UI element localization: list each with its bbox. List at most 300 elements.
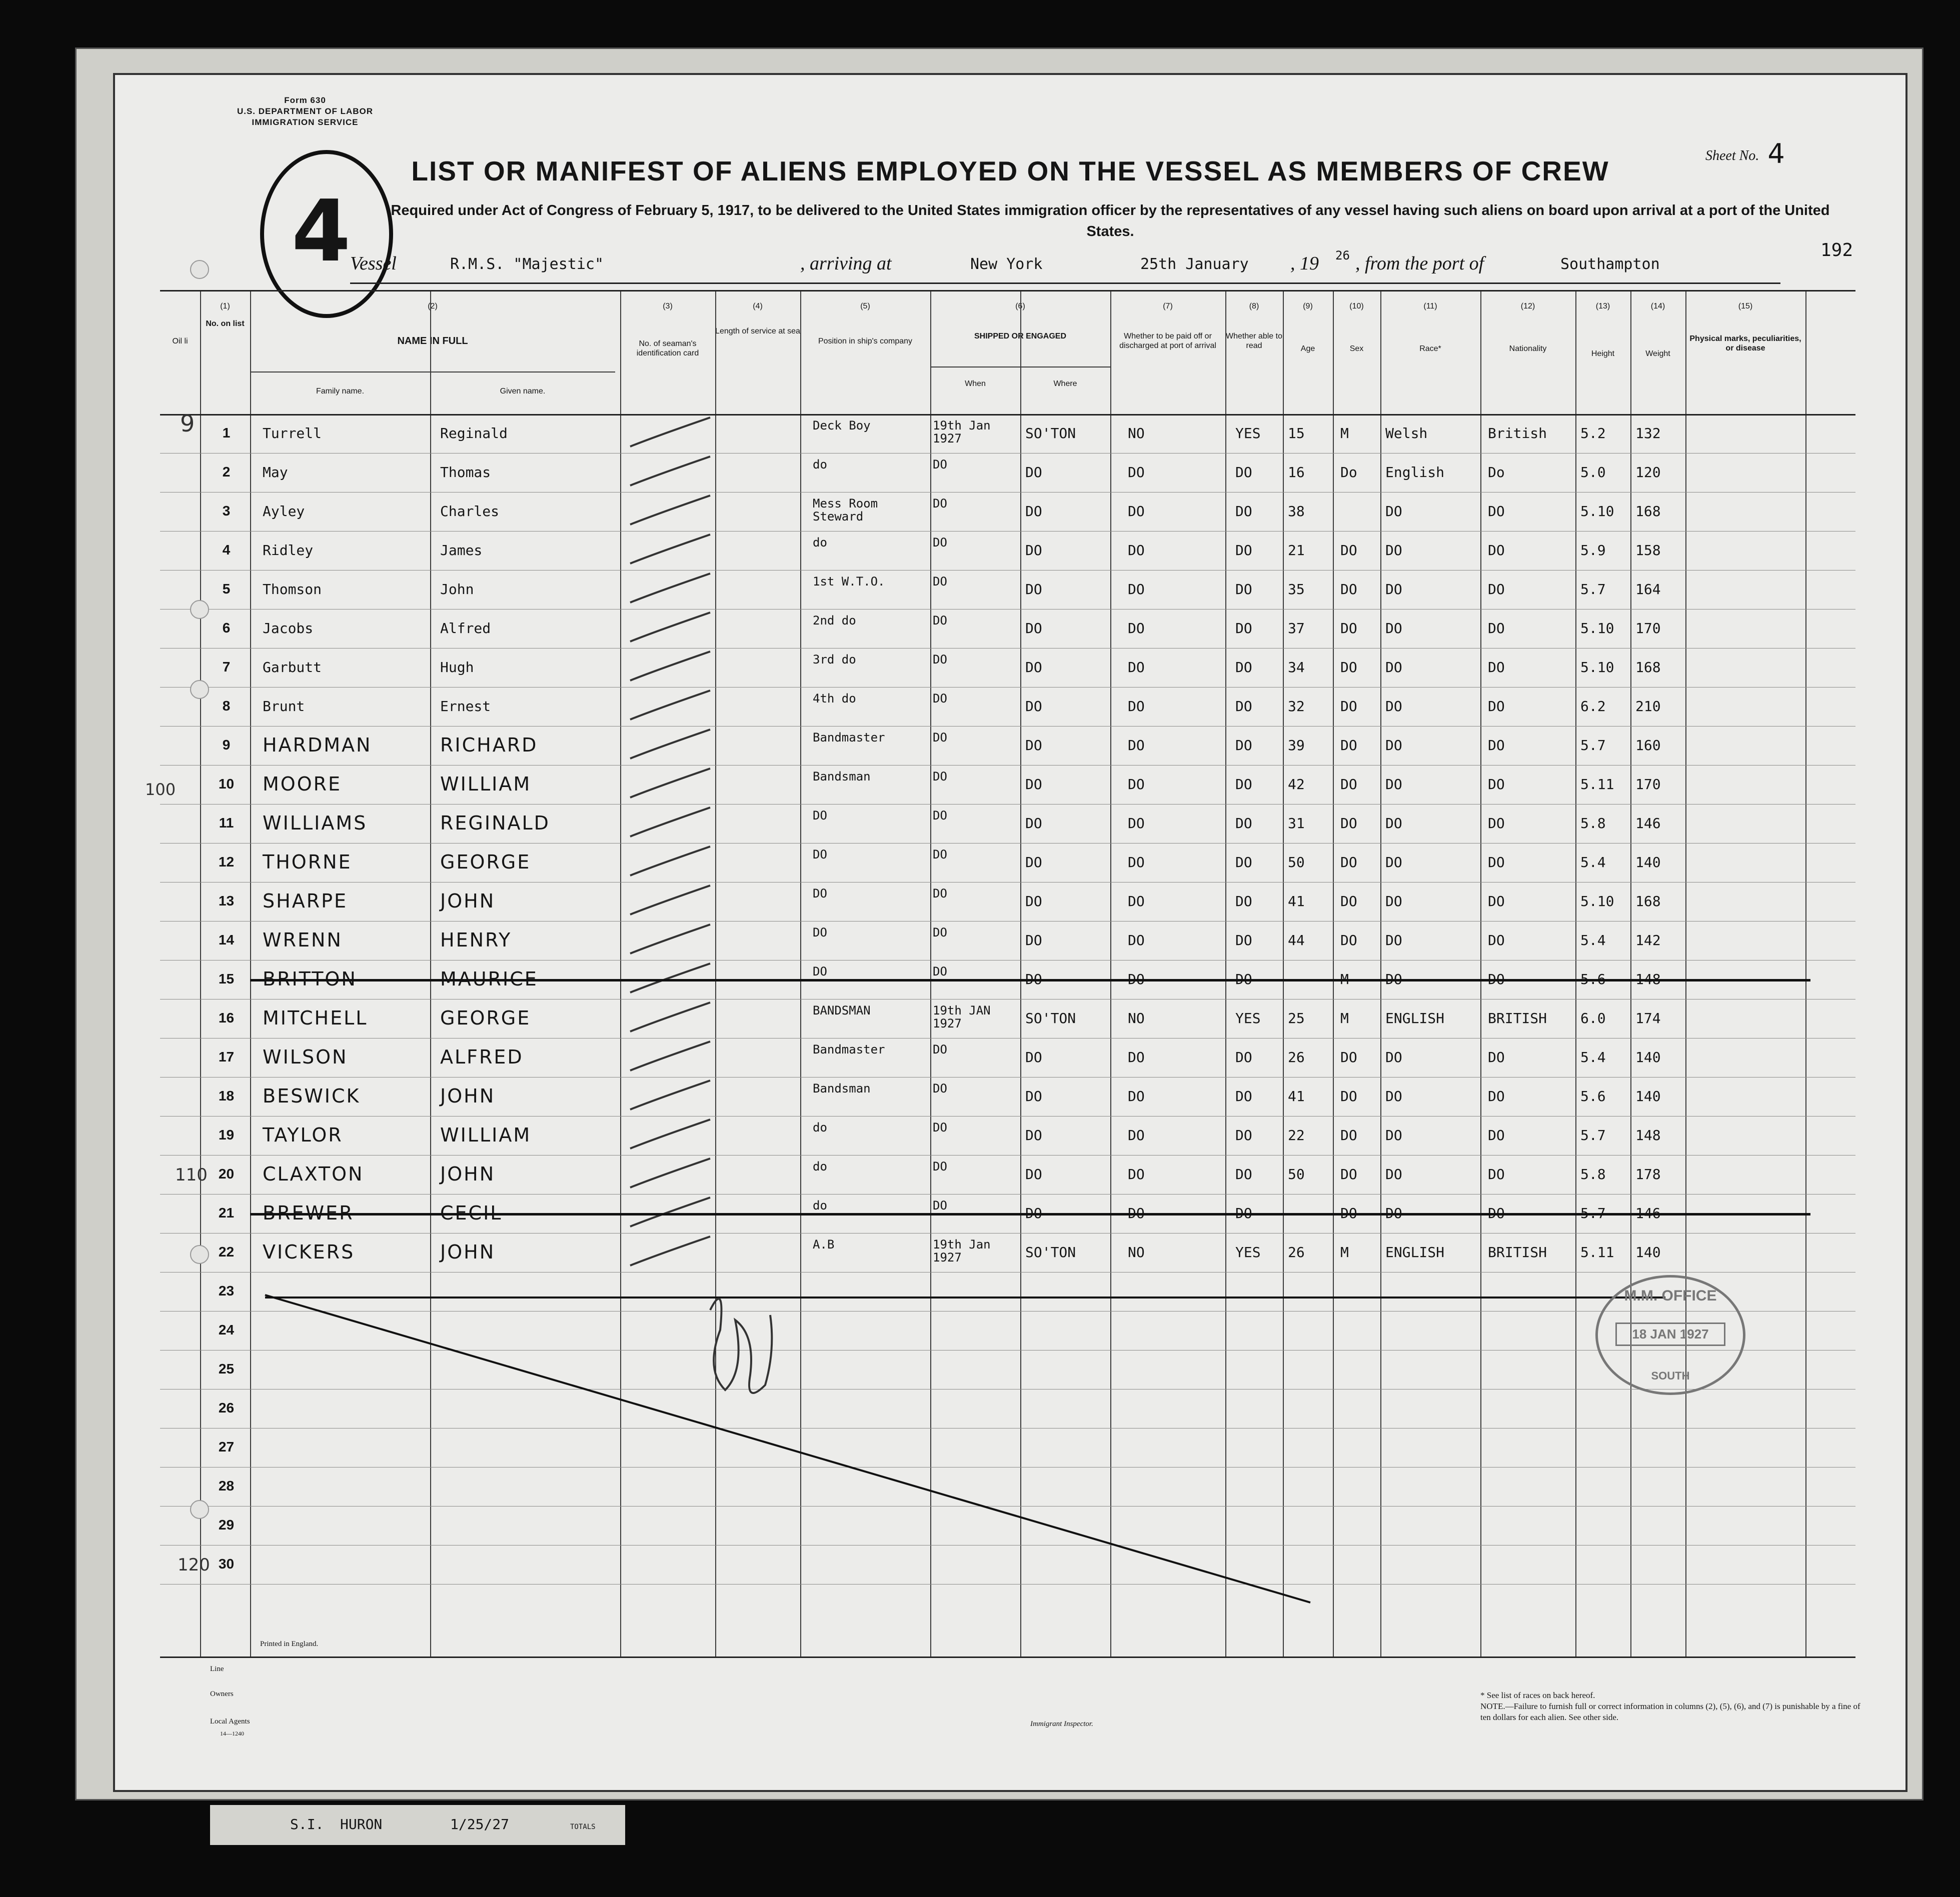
cell-given: WILLIAM bbox=[440, 1124, 532, 1146]
cell-paid: DO bbox=[1128, 971, 1145, 988]
cell-nat: DO bbox=[1488, 1049, 1505, 1066]
column-rule bbox=[1685, 292, 1686, 1656]
col-left-header: Oil li bbox=[172, 337, 188, 346]
cell-read: YES bbox=[1235, 1244, 1261, 1260]
cell-given: JOHN bbox=[440, 1085, 496, 1107]
cell-read: DO bbox=[1235, 776, 1252, 792]
row-rule bbox=[160, 843, 1855, 844]
row-rule bbox=[160, 531, 1855, 532]
id-card-tick-mark bbox=[625, 768, 715, 802]
cell-family: BESWICK bbox=[263, 1085, 361, 1107]
column-rule bbox=[250, 292, 251, 1656]
id-card-tick-mark bbox=[625, 572, 715, 608]
col-7-number: (7) bbox=[1163, 302, 1173, 310]
sheet-number-value: 4 bbox=[1767, 138, 1785, 170]
row-number: 24 bbox=[218, 1322, 235, 1338]
row-number: 14 bbox=[218, 932, 235, 948]
cell-when: DO bbox=[933, 770, 947, 784]
cell-race: DO bbox=[1385, 503, 1402, 520]
cell-family: Jacobs bbox=[263, 620, 314, 636]
row-number: 8 bbox=[222, 698, 231, 714]
cell-read: DO bbox=[1235, 581, 1252, 598]
cell-when: DO bbox=[933, 1198, 947, 1212]
cell-nat: DO bbox=[1488, 1127, 1505, 1144]
cell-family: Brunt bbox=[263, 698, 305, 714]
row-number: 1 bbox=[222, 425, 231, 440]
cell-nat: DO bbox=[1488, 1088, 1505, 1104]
cell-read: DO bbox=[1235, 1205, 1252, 1222]
cell-when: DO bbox=[933, 1120, 947, 1134]
cell-nat: DO bbox=[1488, 815, 1505, 832]
id-card-tick-mark bbox=[625, 846, 715, 880]
id-card-tick-mark bbox=[625, 1080, 715, 1114]
cell-height: 6.2 bbox=[1580, 698, 1606, 714]
cell-paid: DO bbox=[1128, 776, 1145, 792]
row-rule bbox=[160, 765, 1855, 766]
cell-weight: 140 bbox=[1635, 854, 1661, 870]
cell-read: DO bbox=[1235, 932, 1252, 948]
cell-nat: BRITISH bbox=[1488, 1244, 1547, 1260]
column-rule bbox=[1575, 292, 1576, 1656]
col-10-number: (10) bbox=[1349, 302, 1364, 310]
cell-position: Bandsman bbox=[813, 1082, 871, 1096]
header-rule bbox=[160, 414, 1855, 416]
cell-read: DO bbox=[1235, 893, 1252, 910]
cell-position: DO bbox=[813, 848, 827, 862]
col-14-number: (14) bbox=[1650, 302, 1665, 310]
id-card-tick-mark bbox=[625, 728, 715, 764]
cell-where: DO bbox=[1025, 893, 1042, 910]
cell-race: DO bbox=[1385, 1205, 1402, 1222]
bottom-index-strip bbox=[210, 1805, 625, 1845]
row-rule bbox=[160, 1545, 1855, 1546]
cell-race: DO bbox=[1385, 620, 1402, 636]
cell-race: ENGLISH bbox=[1385, 1010, 1445, 1026]
cell-where: DO bbox=[1025, 620, 1042, 636]
row-number: 3 bbox=[222, 503, 231, 518]
col-3-number: (3) bbox=[663, 302, 673, 310]
length-service-header: Length of service at sea bbox=[715, 327, 800, 336]
cell-family: CLAXTON bbox=[263, 1163, 364, 1185]
cell-where: DO bbox=[1025, 932, 1042, 948]
arriving-label: , arriving at bbox=[800, 253, 892, 274]
cell-position: Bandmaster bbox=[813, 1042, 885, 1056]
sheet-number-label: Sheet No. bbox=[1705, 148, 1759, 164]
cell-given: MAURICE bbox=[440, 968, 538, 990]
cell-given: JOHN bbox=[440, 1163, 496, 1185]
from-port-label: , from the port of bbox=[1355, 253, 1484, 274]
cell-sex: M bbox=[1340, 1010, 1349, 1026]
row-number: 27 bbox=[218, 1439, 235, 1454]
column-rule bbox=[1333, 292, 1334, 1656]
arrival-port: New York bbox=[970, 256, 1043, 273]
id-card-tick-mark bbox=[625, 416, 715, 452]
cell-when: 19th JAN 1927 bbox=[933, 1004, 991, 1030]
cell-paid: DO bbox=[1128, 698, 1145, 714]
row-number: 28 bbox=[218, 1478, 235, 1494]
cell-height: 5.6 bbox=[1580, 971, 1606, 988]
cell-paid: DO bbox=[1128, 932, 1145, 948]
cell-when: DO bbox=[933, 574, 947, 588]
cell-paid: DO bbox=[1128, 542, 1145, 558]
cell-height: 6.0 bbox=[1580, 1010, 1606, 1026]
cell-read: DO bbox=[1235, 1049, 1252, 1066]
row-number: 23 bbox=[218, 1283, 235, 1298]
col-9-number: (9) bbox=[1303, 302, 1313, 310]
cell-height: 5.7 bbox=[1580, 1205, 1606, 1222]
cell-position: do bbox=[813, 458, 827, 472]
cell-read: YES bbox=[1235, 1010, 1261, 1026]
cell-when: DO bbox=[933, 536, 947, 550]
cell-given: ALFRED bbox=[440, 1046, 524, 1068]
cell-when: DO bbox=[933, 886, 947, 900]
col-15-number: (15) bbox=[1738, 302, 1753, 310]
column-rule bbox=[930, 292, 931, 1656]
cell-when: DO bbox=[933, 458, 947, 472]
cell-nat: DO bbox=[1488, 893, 1505, 910]
cell-paid: DO bbox=[1128, 854, 1145, 870]
col-6-number: (6) bbox=[1015, 302, 1025, 310]
given-name-header: Given name. bbox=[500, 387, 546, 396]
sex-header: Sex bbox=[1349, 344, 1364, 353]
weight-header: Weight bbox=[1645, 350, 1670, 358]
cell-race: DO bbox=[1385, 698, 1402, 714]
inspector-label: Immigrant Inspector. bbox=[1030, 1720, 1093, 1728]
cell-weight: 164 bbox=[1635, 581, 1661, 598]
cell-position: A.B bbox=[813, 1238, 835, 1252]
cell-sex: DO bbox=[1340, 1127, 1357, 1144]
col-5-number: (5) bbox=[860, 302, 870, 310]
row-number: 29 bbox=[218, 1517, 235, 1532]
cell-where: DO bbox=[1025, 776, 1042, 792]
form-service: IMMIGRATION SERVICE bbox=[252, 118, 359, 127]
cell-sex: DO bbox=[1340, 620, 1357, 636]
cell-sex: M bbox=[1340, 971, 1349, 988]
crew-table bbox=[160, 290, 1855, 1658]
strip-date: 1/25/27 bbox=[450, 1816, 510, 1832]
name-in-full-header: NAME IN FULL bbox=[397, 336, 468, 346]
margin-note: 9 bbox=[180, 410, 195, 437]
cell-paid: DO bbox=[1128, 815, 1145, 832]
cell-sex: DO bbox=[1340, 1166, 1357, 1182]
strike-through-line bbox=[250, 1213, 1810, 1216]
cell-read: DO bbox=[1235, 1127, 1252, 1144]
stamp-date: 18 JAN 1927 bbox=[1615, 1322, 1725, 1346]
column-rule bbox=[1805, 292, 1806, 1656]
cell-given: Alfred bbox=[440, 620, 491, 636]
paid-off-header: Whether to be paid off or discharged at port of arrival bbox=[1119, 332, 1216, 350]
cell-family: HARDMAN bbox=[263, 734, 372, 756]
cell-paid: DO bbox=[1128, 659, 1145, 676]
cell-when: DO bbox=[933, 496, 947, 510]
cell-age: 38 bbox=[1288, 503, 1305, 520]
cell-weight: 142 bbox=[1635, 932, 1661, 948]
cell-sex: DO bbox=[1340, 542, 1357, 558]
row-rule bbox=[160, 687, 1855, 688]
id-card-tick-mark bbox=[625, 924, 715, 958]
cell-family: May bbox=[263, 464, 288, 480]
cell-height: 5.10 bbox=[1580, 620, 1614, 636]
cell-family: MOORE bbox=[263, 773, 342, 795]
cell-paid: DO bbox=[1128, 620, 1145, 636]
cell-height: 5.11 bbox=[1580, 1244, 1614, 1260]
cell-when: DO bbox=[933, 1082, 947, 1096]
row-number: 17 bbox=[218, 1049, 235, 1064]
cell-height: 5.4 bbox=[1580, 854, 1606, 870]
cell-when: 19th Jan 1927 bbox=[933, 1238, 991, 1264]
cell-age: 15 bbox=[1288, 425, 1305, 442]
cell-weight: 146 bbox=[1635, 1205, 1661, 1222]
arrival-date: 25th January bbox=[1140, 256, 1249, 273]
agents-code: 14—1240 bbox=[220, 1730, 244, 1737]
cell-where: SO'TON bbox=[1025, 425, 1076, 442]
cell-paid: NO bbox=[1128, 1244, 1145, 1260]
cell-height: 5.10 bbox=[1580, 893, 1614, 910]
cell-age: 32 bbox=[1288, 698, 1305, 714]
nationality-header: Nationality bbox=[1509, 344, 1547, 353]
cell-paid: DO bbox=[1128, 464, 1145, 480]
row-number: 21 bbox=[218, 1205, 235, 1220]
cell-height: 5.9 bbox=[1580, 542, 1606, 558]
id-card-header: No. of seaman's identification card bbox=[636, 340, 699, 358]
cell-age: 26 bbox=[1288, 1244, 1305, 1260]
cell-race: DO bbox=[1385, 1127, 1402, 1144]
row-number: 15 bbox=[218, 971, 235, 986]
stamp-top-text: M.M. OFFICE bbox=[1624, 1288, 1717, 1304]
cell-nat: British bbox=[1488, 425, 1547, 442]
cell-height: 5.2 bbox=[1580, 425, 1606, 442]
row-number: 25 bbox=[218, 1361, 235, 1376]
cell-read: DO bbox=[1235, 854, 1252, 870]
column-rule bbox=[1225, 292, 1226, 1656]
column-rule bbox=[1283, 292, 1284, 1656]
cell-paid: DO bbox=[1128, 581, 1145, 598]
cell-sex: DO bbox=[1340, 893, 1357, 910]
cell-paid: DO bbox=[1128, 1205, 1145, 1222]
cell-nat: DO bbox=[1488, 1205, 1505, 1222]
cell-given: John bbox=[440, 581, 474, 598]
circled-mark-text: 4 bbox=[292, 182, 351, 281]
cell-weight: 168 bbox=[1635, 893, 1661, 910]
cell-read: DO bbox=[1235, 620, 1252, 636]
row-number: 13 bbox=[218, 893, 235, 908]
height-header: Height bbox=[1591, 350, 1615, 358]
cell-given: Charles bbox=[440, 503, 500, 520]
page-title: LIST OR MANIFEST OF ALIENS EMPLOYED ON THE VESSEL AS MEMBERS OF CREW bbox=[411, 156, 1609, 186]
cell-height: 5.4 bbox=[1580, 932, 1606, 948]
cell-family: THORNE bbox=[263, 851, 352, 873]
cell-where: DO bbox=[1025, 854, 1042, 870]
cell-race: DO bbox=[1385, 1049, 1402, 1066]
cell-position: Bandsman bbox=[813, 770, 871, 784]
when-header: When bbox=[965, 380, 986, 388]
column-rule bbox=[200, 292, 201, 1656]
cell-height: 5.10 bbox=[1580, 503, 1614, 520]
cell-given: JOHN bbox=[440, 890, 496, 912]
cell-age: 50 bbox=[1288, 1166, 1305, 1182]
cell-where: SO'TON bbox=[1025, 1244, 1076, 1260]
vessel-label: Vessel bbox=[350, 253, 397, 274]
family-name-header: Family name. bbox=[316, 387, 365, 396]
cell-height: 5.8 bbox=[1580, 1166, 1606, 1182]
cell-position: 2nd do bbox=[813, 614, 856, 628]
row-rule bbox=[160, 999, 1855, 1000]
cell-position: DO bbox=[813, 808, 827, 822]
cell-where: DO bbox=[1025, 1088, 1042, 1104]
cell-family: VICKERS bbox=[263, 1241, 355, 1263]
cell-sex: DO bbox=[1340, 1049, 1357, 1066]
margin-note: 120 bbox=[178, 1555, 210, 1575]
cell-race: DO bbox=[1385, 542, 1402, 558]
cell-family: MITCHELL bbox=[263, 1007, 368, 1029]
cell-where: DO bbox=[1025, 1205, 1042, 1222]
cell-given: Hugh bbox=[440, 659, 474, 676]
where-header: Where bbox=[1053, 380, 1077, 388]
cell-height: 5.10 bbox=[1580, 659, 1614, 676]
cell-nat: DO bbox=[1488, 932, 1505, 948]
cell-sex: DO bbox=[1340, 776, 1357, 792]
cell-position: Bandmaster bbox=[813, 730, 885, 744]
cell-sex: DO bbox=[1340, 932, 1357, 948]
margin-note: 100 bbox=[145, 780, 176, 799]
punch-hole bbox=[190, 1500, 209, 1519]
row-rule bbox=[160, 1155, 1855, 1156]
cell-sex: DO bbox=[1340, 1205, 1357, 1222]
cell-age: 37 bbox=[1288, 620, 1305, 636]
column-rule bbox=[620, 292, 621, 1656]
footnote bbox=[1480, 1690, 1865, 1723]
cell-sex: DO bbox=[1340, 659, 1357, 676]
row-number: 30 bbox=[218, 1556, 235, 1572]
cell-height: 5.6 bbox=[1580, 1088, 1606, 1104]
cell-position: Deck Boy bbox=[813, 418, 871, 432]
row-rule bbox=[160, 453, 1855, 454]
cell-when: DO bbox=[933, 652, 947, 666]
cell-paid: DO bbox=[1128, 1049, 1145, 1066]
cell-nat: DO bbox=[1488, 737, 1505, 754]
cell-weight: 148 bbox=[1635, 1127, 1661, 1144]
id-card-tick-mark bbox=[625, 884, 715, 920]
cell-family: SHARPE bbox=[263, 890, 348, 912]
age-header: Age bbox=[1300, 344, 1315, 353]
cell-read: DO bbox=[1235, 464, 1252, 480]
cell-position: do bbox=[813, 1198, 827, 1212]
cell-weight: 140 bbox=[1635, 1088, 1661, 1104]
row-number: 26 bbox=[218, 1400, 235, 1416]
cell-given: Reginald bbox=[440, 425, 508, 442]
id-card-tick-mark bbox=[625, 534, 715, 568]
cell-read: DO bbox=[1235, 737, 1252, 754]
cell-sex: DO bbox=[1340, 581, 1357, 598]
cell-age: 25 bbox=[1288, 1010, 1305, 1026]
cell-family: TAYLOR bbox=[263, 1124, 343, 1146]
cell-paid: DO bbox=[1128, 737, 1145, 754]
vessel-name: R.M.S. "Majestic" bbox=[450, 256, 604, 273]
cell-given: RICHARD bbox=[440, 734, 538, 756]
cell-family: Ayley bbox=[263, 503, 305, 520]
cell-given: JOHN bbox=[440, 1241, 496, 1263]
cell-weight: 168 bbox=[1635, 659, 1661, 676]
cell-given: James bbox=[440, 542, 483, 558]
cell-family: WILLIAMS bbox=[263, 812, 368, 834]
col-no-header: No. on list bbox=[206, 320, 245, 328]
cell-where: DO bbox=[1025, 581, 1042, 598]
cell-given: GEORGE bbox=[440, 1007, 531, 1029]
punch-hole bbox=[190, 680, 209, 699]
cell-age: 26 bbox=[1288, 1049, 1305, 1066]
cell-when: DO bbox=[933, 730, 947, 744]
cell-race: Welsh bbox=[1385, 425, 1428, 442]
cell-paid: DO bbox=[1128, 1127, 1145, 1144]
row-number: 18 bbox=[218, 1088, 235, 1104]
cell-paid: DO bbox=[1128, 503, 1145, 520]
cell-read: DO bbox=[1235, 698, 1252, 714]
cell-age: 16 bbox=[1288, 464, 1305, 480]
cell-race: DO bbox=[1385, 893, 1402, 910]
row-rule bbox=[160, 1467, 1855, 1468]
cell-when: DO bbox=[933, 964, 947, 978]
owners-label: Owners bbox=[210, 1690, 234, 1698]
cell-position: DO bbox=[813, 886, 827, 900]
agents-label: Local Agents bbox=[210, 1718, 250, 1726]
cell-family: Turrell bbox=[263, 425, 322, 442]
row-number: 9 bbox=[222, 737, 231, 752]
cell-weight: 170 bbox=[1635, 620, 1661, 636]
cell-weight: 140 bbox=[1635, 1049, 1661, 1066]
cell-position: 1st W.T.O. bbox=[813, 574, 885, 588]
col-13-number: (13) bbox=[1595, 302, 1610, 310]
row-number: 6 bbox=[222, 620, 231, 636]
cell-when: DO bbox=[933, 614, 947, 628]
row-rule bbox=[160, 921, 1855, 922]
cell-weight: 132 bbox=[1635, 425, 1661, 442]
cell-read: YES bbox=[1235, 425, 1261, 442]
id-card-tick-mark bbox=[625, 456, 715, 490]
id-card-tick-mark bbox=[625, 494, 715, 530]
cell-read: DO bbox=[1235, 1088, 1252, 1104]
cell-nat: DO bbox=[1488, 971, 1505, 988]
col-2-number: (2) bbox=[428, 302, 438, 310]
cell-when: 19th Jan 1927 bbox=[933, 418, 991, 446]
cell-family: Thomson bbox=[263, 581, 322, 598]
cell-position: 4th do bbox=[813, 692, 856, 706]
cell-weight: 174 bbox=[1635, 1010, 1661, 1026]
cell-race: DO bbox=[1385, 1088, 1402, 1104]
cell-height: 5.11 bbox=[1580, 776, 1614, 792]
row-number: 4 bbox=[222, 542, 231, 558]
cell-paid: DO bbox=[1128, 1166, 1145, 1182]
cell-sex: DO bbox=[1340, 698, 1357, 714]
vessel-line bbox=[350, 248, 1780, 284]
cell-weight: 170 bbox=[1635, 776, 1661, 792]
margin-note: 110 bbox=[175, 1165, 208, 1185]
id-card-tick-mark bbox=[625, 1040, 715, 1076]
footnote-star: * See list of races on back hereof. bbox=[1480, 1690, 1595, 1700]
punch-hole bbox=[190, 1245, 209, 1264]
cell-where: DO bbox=[1025, 737, 1042, 754]
row-number: 5 bbox=[222, 581, 231, 596]
cell-weight: 178 bbox=[1635, 1166, 1661, 1182]
cell-when: DO bbox=[933, 808, 947, 822]
cell-where: DO bbox=[1025, 464, 1042, 480]
strike-through-line bbox=[250, 979, 1810, 982]
cell-nat: DO bbox=[1488, 620, 1505, 636]
cell-nat: DO bbox=[1488, 854, 1505, 870]
strip-totals: TOTALS bbox=[570, 1823, 596, 1831]
cell-age: 41 bbox=[1288, 893, 1305, 910]
manifest-sheet bbox=[115, 75, 1905, 1790]
column-rule bbox=[1480, 292, 1481, 1656]
